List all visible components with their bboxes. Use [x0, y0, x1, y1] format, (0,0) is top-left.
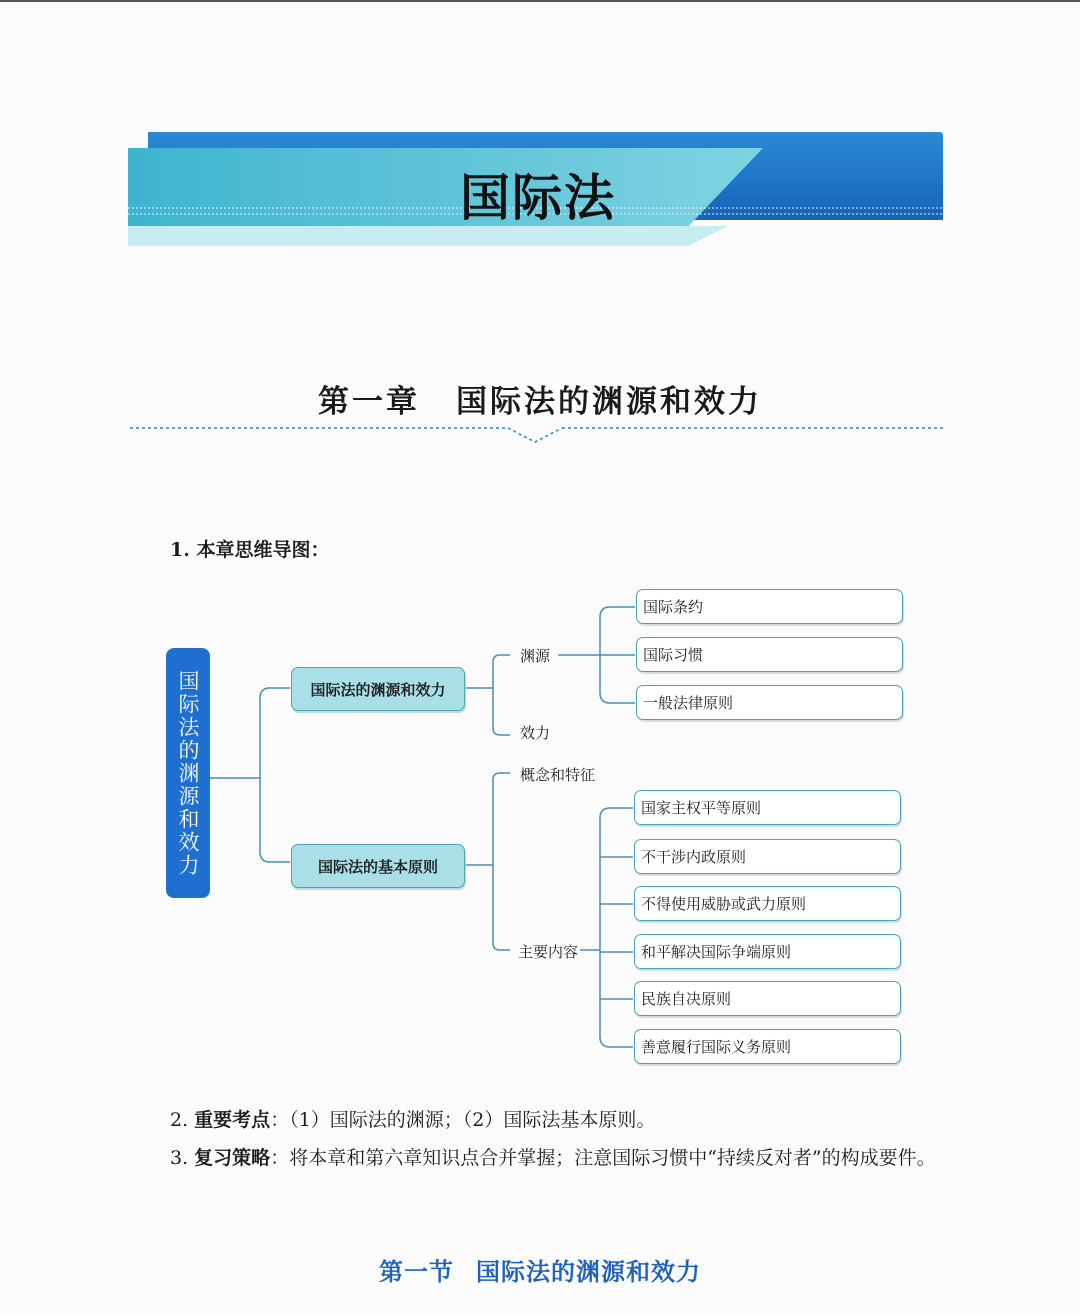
mindmap-heading: 1. 本章思维导图： [170, 539, 330, 561]
leaf-treaty: 国际条约 [636, 589, 903, 624]
leaf-peaceful-settlement: 和平解决国际争端原则 [634, 934, 901, 969]
chapter-heading [0, 376, 1080, 421]
banner-title: 国际法 [460, 169, 616, 227]
leaf-self-determination: 民族自决原则 [634, 981, 901, 1016]
branch-sources-effect: 国际法的渊源和效力 [291, 667, 465, 711]
leaf-sovereign-equality: 国家主权平等原则 [634, 790, 901, 825]
chapter-title: 国际法的渊源和效力 [456, 384, 762, 420]
key-points-text: ：（1）国际法的渊源；（2）国际法基本原则。 [270, 1109, 656, 1131]
section-number: 第一节 [379, 1257, 454, 1286]
title-banner [128, 130, 943, 248]
mind-map [160, 580, 920, 1080]
label-main-content: 主要内容 [518, 943, 579, 961]
leaf-general-principles: 一般法律原则 [636, 685, 903, 720]
mindmap-root-node: 国际法的渊源和效力 [166, 648, 210, 898]
label-concept: 概念和特征 [520, 766, 596, 784]
review-strategy-label: 复习策略 [194, 1147, 271, 1169]
label-sources: 渊源 [520, 647, 551, 665]
key-points-label: 重要考点 [194, 1109, 271, 1131]
branch-basic-principles: 国际法的基本原则 [291, 844, 465, 888]
review-strategy-text: ：将本章和第六章知识点合并掌握；注意国际习惯中“持续反对者”的构成要件。 [270, 1147, 936, 1169]
chapter-divider [130, 420, 945, 450]
leaf-non-use-of-force: 不得使用威胁或武力原则 [634, 886, 901, 921]
top-border-line [0, 0, 1080, 2]
label-effect: 效力 [520, 724, 551, 742]
section-title: 国际法的渊源和效力 [476, 1257, 701, 1286]
chapter-number: 第一章 [318, 384, 420, 420]
section-heading [0, 1252, 1080, 1287]
leaf-non-intervention: 不干涉内政原则 [634, 839, 901, 874]
key-points: 2. 重要考点：（1）国际法的渊源；（2）国际法基本原则。 [170, 1109, 656, 1131]
leaf-custom: 国际习惯 [636, 637, 903, 672]
review-strategy: 3. 复习策略：将本章和第六章知识点合并掌握；注意国际习惯中“持续反对者”的构成要件。 [170, 1147, 936, 1169]
leaf-good-faith: 善意履行国际义务原则 [634, 1029, 901, 1064]
